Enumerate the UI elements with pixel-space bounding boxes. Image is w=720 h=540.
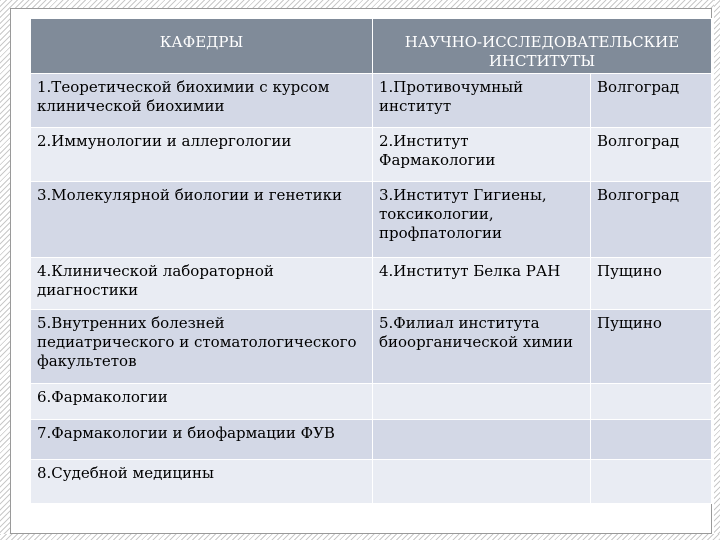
institute-cell: 1.Противочумный институт: [373, 74, 591, 128]
table-row: [31, 310, 712, 384]
table-row: [31, 420, 712, 460]
city-cell: Волгоград: [591, 74, 712, 128]
city-cell: Пущино: [591, 310, 712, 384]
city-cell: Пущино: [591, 258, 712, 310]
city-cell: [591, 460, 712, 504]
city-cell: Волгоград: [591, 182, 712, 258]
header-departments: КАФЕДРЫ: [31, 19, 373, 74]
table-row: [31, 128, 712, 182]
decorative-border-bottom: [0, 534, 720, 540]
department-cell: 8.Судебной медицины: [31, 460, 373, 504]
city-cell: [591, 420, 712, 460]
table-row: [31, 74, 712, 128]
table-header-row: [31, 19, 712, 74]
institute-cell: 3.Институт Гигиены, токсикологии, профпатологии: [373, 182, 591, 258]
institute-cell: 5.Филиал института биоорганической химии: [373, 310, 591, 384]
institute-cell: [373, 384, 591, 420]
institute-cell: 4.Институт Белка РАН: [373, 258, 591, 310]
department-cell: 1.Теоретической биохимии с курсом клинической биохимии: [31, 74, 373, 128]
department-cell: 2.Иммунологии и аллергологии: [31, 128, 373, 182]
department-cell: 3.Молекулярной биологии и генетики: [31, 182, 373, 258]
table-row: [31, 460, 712, 504]
table-row: [31, 182, 712, 258]
header-institutes: НАУЧНО-ИССЛЕДОВАТЕЛЬСКИЕ ИНСТИТУТЫ: [373, 19, 712, 74]
departments-institutes-table: [30, 18, 712, 504]
institute-cell: [373, 460, 591, 504]
table-row: [31, 384, 712, 420]
city-cell: [591, 384, 712, 420]
institute-cell: [373, 420, 591, 460]
institute-cell: 2.Институт Фармакологии: [373, 128, 591, 182]
department-cell: 6.Фармакологии: [31, 384, 373, 420]
decorative-border-right: [714, 0, 720, 540]
department-cell: 7.Фармакологии и биофармации ФУВ: [31, 420, 373, 460]
department-cell: 4.Клинической лабораторной диагностики: [31, 258, 373, 310]
city-cell: Волгоград: [591, 128, 712, 182]
table-row: [31, 258, 712, 310]
department-cell: 5.Внутренних болезней педиатрического и стоматологического факультетов: [31, 310, 373, 384]
